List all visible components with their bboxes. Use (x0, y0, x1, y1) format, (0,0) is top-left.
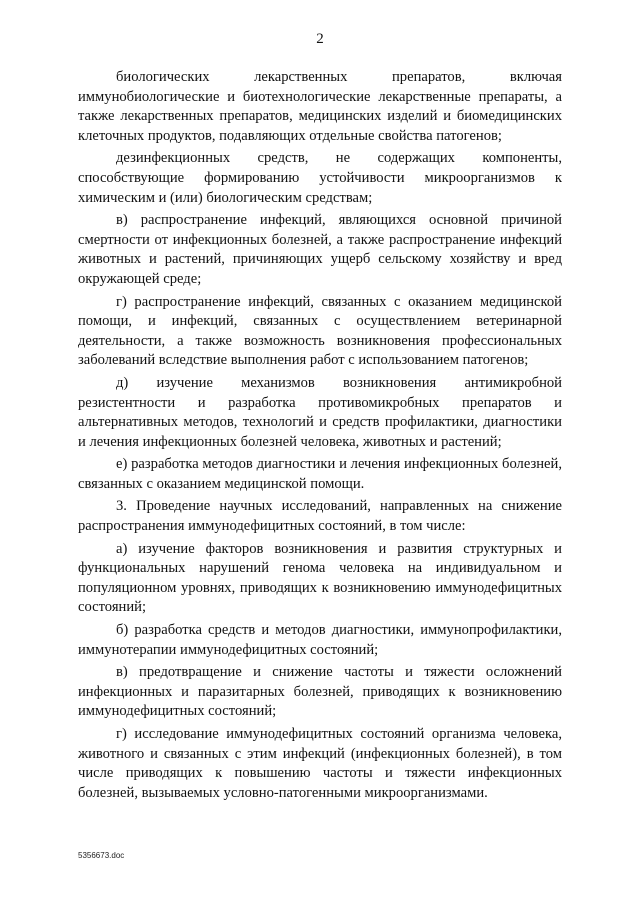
paragraph-item-a-genome-factors: а) изучение факторов возникновения и развития структурных и функциональных нарушений генома человека на индивидуальном и популяционном уровнях, приводящих к возникновению иммунодефицитных состояний; (78, 540, 562, 616)
paragraph-item-g-medical-infections: г) распространение инфекций, связанных с оказанием медицинской помощи, и инфекций, связанных с осуществлением ветеринарной деятельности, а также возможность возникновения профессиональных заболеваний вследствие выполнения работ с использованием патогенов; (78, 293, 562, 369)
page-number: 2 (316, 31, 324, 47)
paragraph-item-e-diagnostics: е) разработка методов диагностики и лечения инфекционных болезней, связанных с оказанием медицинской помощи. (78, 456, 562, 492)
paragraph-item-b-immunoprophylaxis: б) разработка средств и методов диагностики, иммунопрофилактики, иммунотерапии иммунодефицитных состояний; (78, 622, 562, 658)
document-body (78, 68, 562, 806)
paragraph-item-v-infections-spread: в) распространение инфекций, являющихся основной причиной смертности от инфекционных болезней, а также распространение инфекций животных и растений, причиняющих ущерб сельскому хозяйству и вред окружающей среде; (78, 212, 562, 287)
paragraph-biological-drugs: биологических лекарственных препаратов, включая иммунобиологические и биотехнологические лекарственные препараты, а также лекарственных препаратов, медицинских изделий и биомедицинских клеточных продуктов, подавляющих отдельные свойства патогенов; (78, 69, 562, 144)
paragraph-item-d-antimicrobial-resistance: д) изучение механизмов возникновения антимикробной резистентности и разработка противомикробных препаратов и альтернативных методов, технологий и средств профилактики, диагностики и лечения инфекционных болезней человека, животных и растений; (78, 374, 562, 450)
paragraph-section-3: 3. Проведение научных исследований, направленных на снижение распространения иммунодефицитных состояний, в том числе: (78, 498, 562, 535)
paragraph-item-v-complications: в) предотвращение и снижение частоты и тяжести осложнений инфекционных и паразитарных болезней, приводящих к возникновению иммунодефицитных состояний; (78, 664, 562, 720)
document-footer-filename: 5356673.doc (78, 851, 125, 860)
paragraph-item-g-immunodeficiency-research: г) исследование иммунодефицитных состояний организма человека, животного и связанных с этим инфекций (инфекционных болезней), в том числе приводящих к повышению частоты и тяжести инфекционных болезней, вызываемых условно-патогенными микроорганизмами. (78, 726, 562, 801)
paragraph-disinfectants: дезинфекционных средств, не содержащих компоненты, способствующие формированию устойчивости микроорганизмов к химическим и (или) биологическим средствам; (78, 150, 562, 206)
